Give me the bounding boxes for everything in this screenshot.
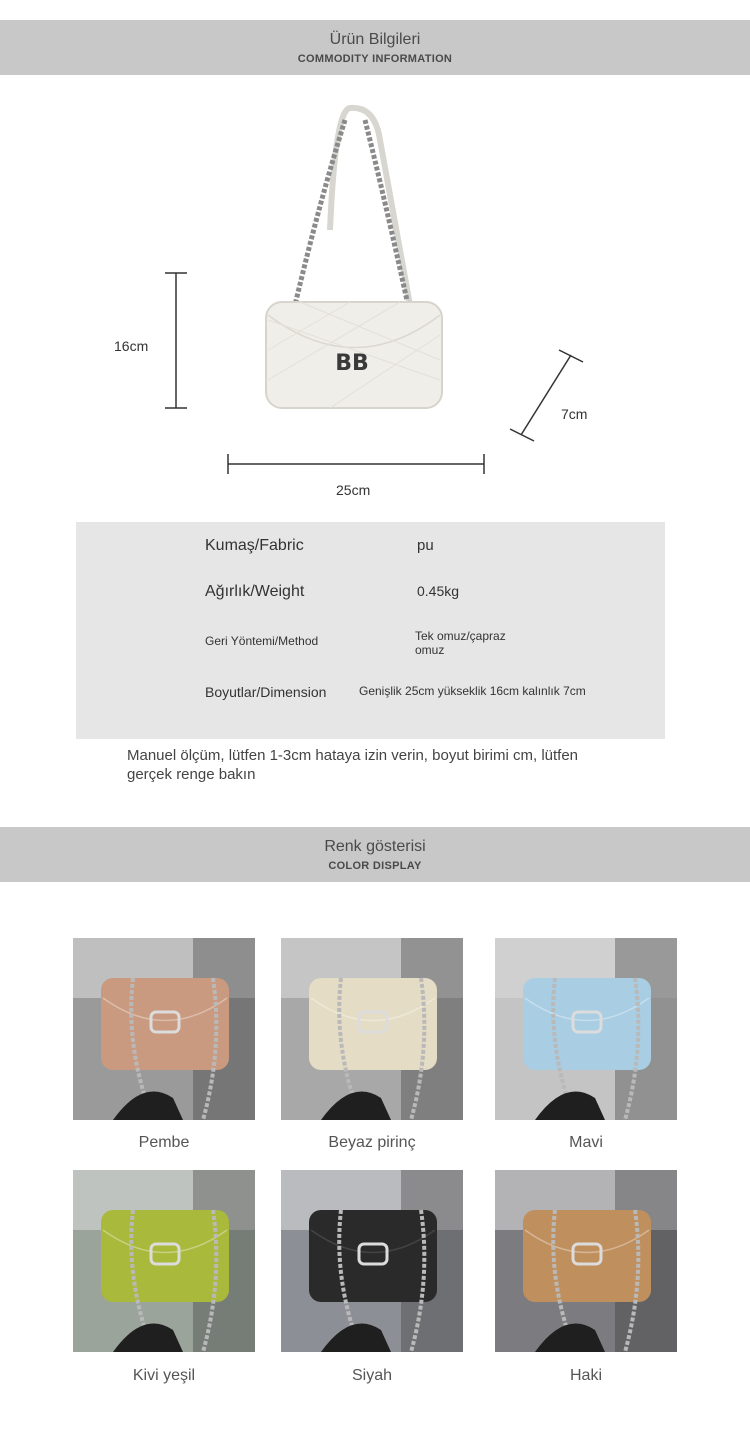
color-name-label: Kivi yeşil <box>132 1367 196 1384</box>
spec-key: Ağırlık/Weight <box>205 583 305 600</box>
spec-key: Boyutlar/Dimension <box>205 684 327 700</box>
depth-label: 7cm <box>561 406 588 422</box>
banner-title: Ürün Bilgileri <box>329 31 421 48</box>
color-swatch-photo[interactable] <box>495 1170 677 1352</box>
product-dimension-diagram <box>0 80 750 520</box>
color-swatch-photo[interactable] <box>73 1170 255 1352</box>
color-name-label: Beyaz pirinç <box>328 1134 416 1151</box>
spec-value: pu <box>417 537 434 554</box>
commodity-info-banner <box>0 20 750 75</box>
color-swatch-photo[interactable] <box>73 938 255 1120</box>
width-label: 25cm <box>336 482 371 498</box>
spec-key: Geri Yöntemi/Method <box>205 634 319 648</box>
color-swatch-photo[interactable] <box>281 1170 463 1352</box>
height-label: 16cm <box>114 338 149 354</box>
color-name-label: Pembe <box>138 1134 190 1151</box>
color-name-label: Haki <box>569 1367 602 1384</box>
svg-text:BB: BB <box>335 351 369 376</box>
measurement-note: Manuel ölçüm, lütfen 1-3cm hataya izin verin, boyut birimi cm, lütfen gerçek renge bakın <box>127 747 579 783</box>
spec-value: Genişlik 25cm yükseklik 16cm kalınlık 7cm <box>359 684 586 698</box>
spec-table <box>76 522 665 739</box>
banner-subtitle: COLOR DISPLAY <box>328 860 422 872</box>
banner-subtitle: COMMODITY INFORMATION <box>297 53 453 65</box>
spec-value: 0.45kg <box>417 583 460 599</box>
color-name-label: Siyah <box>351 1367 393 1384</box>
bag-illustration <box>0 80 750 520</box>
color-swatch-photo[interactable] <box>281 938 463 1120</box>
spec-key: Kumaş/Fabric <box>205 537 304 554</box>
color-display-banner <box>0 827 750 882</box>
spec-value: Tek omuz/çapraz omuz <box>415 629 506 657</box>
color-swatch-photo[interactable] <box>495 938 677 1120</box>
banner-title: Renk gösterisi <box>324 838 426 855</box>
color-name-label: Mavi <box>569 1134 603 1151</box>
